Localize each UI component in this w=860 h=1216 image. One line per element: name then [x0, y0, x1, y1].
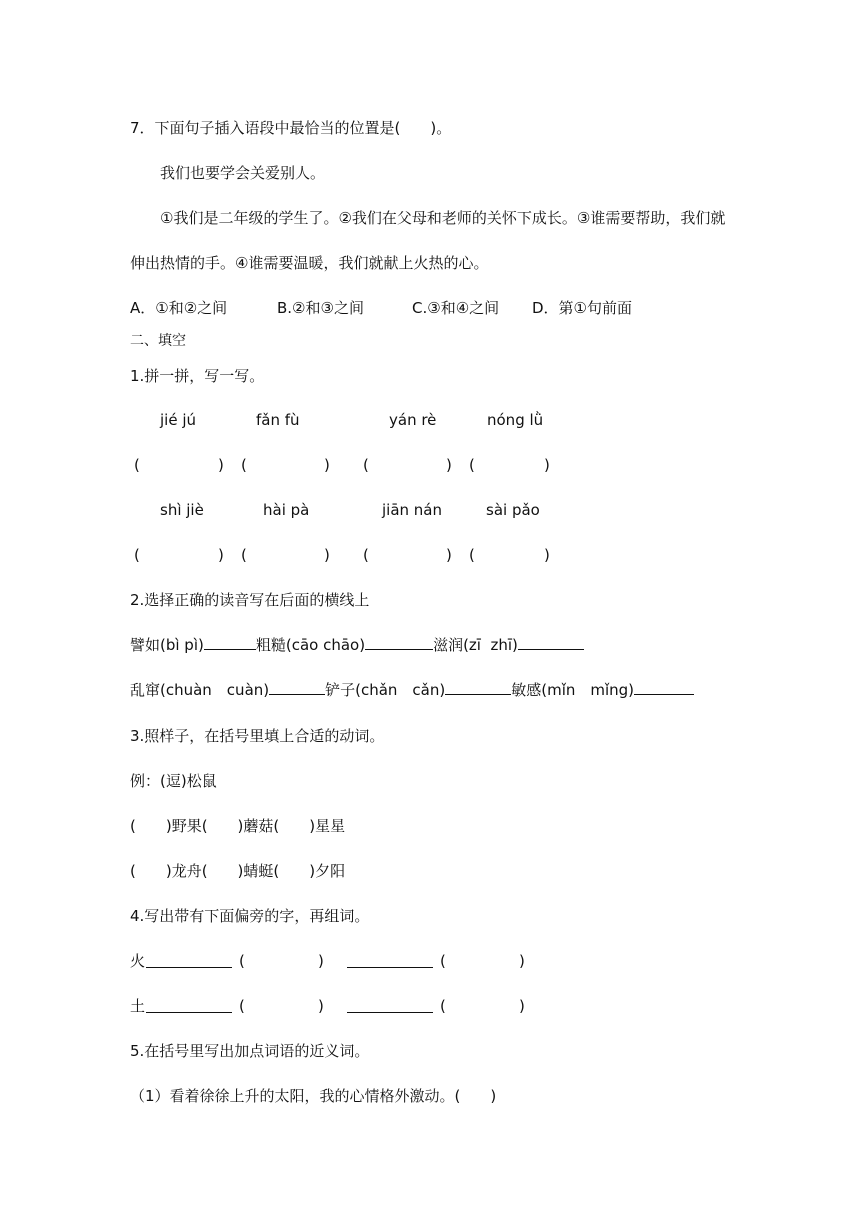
pinyin-4: nóng lǜ — [487, 411, 544, 429]
answer-blank[interactable] — [365, 635, 433, 650]
q2-word: 乱窜(chuàn cuàn) — [130, 681, 270, 699]
q7-option-c: C.③和④之间 — [412, 299, 500, 317]
paren-close: ) — [519, 952, 525, 970]
paren-close: ) — [446, 456, 452, 474]
paren-open: ( — [241, 456, 247, 474]
pinyin-2: fǎn fù — [256, 411, 300, 429]
paren-open: ( — [134, 456, 140, 474]
paren-close: ) — [218, 456, 224, 474]
q3-line2: ( )龙舟( )蜻蜓( )夕阳 — [130, 862, 346, 880]
q2-word: 譬如(bì pì) — [130, 636, 204, 654]
q2-line2 — [130, 680, 694, 700]
q5-title: 5.在括号里写出加点词语的近义词。 — [130, 1042, 370, 1060]
q7-option-b: B.②和③之间 — [277, 299, 364, 317]
paren-close: ) — [544, 456, 550, 474]
paren-open: ( — [239, 952, 245, 970]
paren-open: ( — [363, 546, 369, 564]
q2-line1 — [130, 635, 584, 655]
paren-close: ) — [318, 997, 324, 1015]
paren-open: ( — [239, 997, 245, 1015]
q7-sentence: 我们也要学会关爱别人。 — [160, 164, 326, 182]
q7-paragraph-line1: ①我们是二年级的学生了。②我们在父母和老师的关怀下成长。③谁需要帮助，我们就 — [160, 209, 726, 227]
pinyin-1: jié jú — [160, 411, 197, 429]
q7-paragraph-line2: 伸出热情的手。④谁需要温暖，我们就献上火热的心。 — [130, 254, 489, 272]
paren-close: ) — [324, 456, 330, 474]
q5-item-1: （1）看着徐徐上升的太阳，我的心情格外激动。( ) — [130, 1087, 497, 1105]
q7-title: 7．下面句子插入语段中最恰当的位置是( )。 — [130, 119, 452, 137]
q3-example: 例：(逗)松鼠 — [130, 772, 217, 790]
paren-open: ( — [134, 546, 140, 564]
pinyin-5: shì jiè — [160, 501, 204, 519]
paren-close: ) — [544, 546, 550, 564]
q3-title: 3.照样子，在括号里填上合适的动词。 — [130, 727, 385, 745]
answer-blank[interactable] — [347, 953, 433, 968]
paren-open: ( — [440, 997, 446, 1015]
pinyin-7: jiān nán — [382, 501, 443, 519]
paren-close: ) — [519, 997, 525, 1015]
pinyin-3: yán rè — [389, 411, 437, 429]
paren-open: ( — [440, 952, 446, 970]
answer-blank[interactable] — [269, 680, 325, 695]
answer-blank[interactable] — [204, 635, 256, 650]
answer-blank[interactable] — [146, 953, 232, 968]
q2-word: 敏感(mǐn mǐng) — [511, 681, 635, 699]
section-title: 二、填空 — [130, 333, 186, 349]
answer-blank[interactable] — [347, 998, 433, 1013]
paren-open: ( — [469, 456, 475, 474]
q7-option-a: A．①和②之间 — [130, 299, 228, 317]
q1-title: 1.拼一拼，写一写。 — [130, 367, 265, 385]
q4-title: 4.写出带有下面偏旁的字，再组词。 — [130, 907, 370, 925]
answer-blank[interactable] — [518, 635, 584, 650]
paren-close: ) — [324, 546, 330, 564]
q2-word: 铲子(chǎn cǎn) — [325, 681, 446, 699]
paren-open: ( — [241, 546, 247, 564]
answer-blank[interactable] — [146, 998, 232, 1013]
pinyin-8: sài pǎo — [486, 501, 540, 519]
q4-radical-1: 火 — [130, 952, 146, 970]
q4-radical-2: 土 — [130, 997, 146, 1015]
paren-close: ) — [218, 546, 224, 564]
pinyin-6: hài pà — [263, 501, 310, 519]
paren-open: ( — [469, 546, 475, 564]
paren-open: ( — [363, 456, 369, 474]
q3-line1: ( )野果( )蘑菇( )星星 — [130, 817, 346, 835]
q7-option-d: D．第①句前面 — [532, 299, 632, 317]
answer-blank[interactable] — [634, 680, 694, 695]
answer-blank[interactable] — [445, 680, 511, 695]
paren-close: ) — [446, 546, 452, 564]
paren-close: ) — [318, 952, 324, 970]
q2-word: 滋润(zī zhī) — [433, 636, 518, 654]
q2-word: 粗糙(cāo chāo) — [255, 636, 366, 654]
q2-title: 2.选择正确的读音写在后面的横线上 — [130, 591, 370, 609]
